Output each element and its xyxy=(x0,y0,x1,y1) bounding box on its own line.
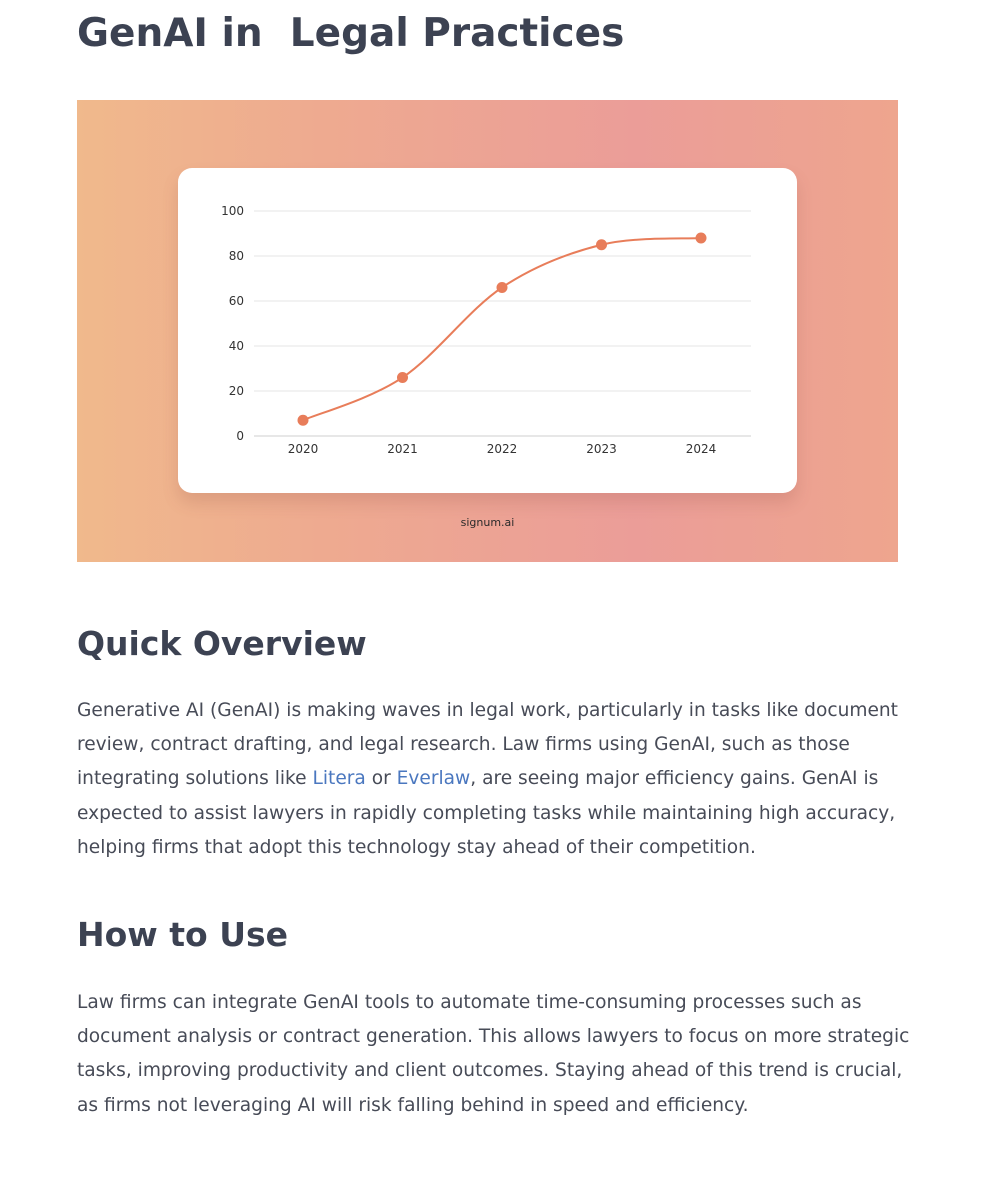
y-tick-label-80: 80 xyxy=(228,249,244,263)
hero-banner xyxy=(77,100,898,562)
chart-card xyxy=(178,168,797,493)
y-tick-label-0: 0 xyxy=(236,429,244,443)
quick-overview-paragraph xyxy=(77,694,917,865)
data-point-2020 xyxy=(298,415,309,426)
page-title: GenAI in Legal Practices xyxy=(77,11,625,56)
x-tick-label-2020: 2020 xyxy=(287,442,319,456)
series-line xyxy=(303,238,701,420)
x-tick-label-2024: 2024 xyxy=(685,442,717,456)
data-point-2022 xyxy=(497,282,508,293)
everlaw-link[interactable]: Everlaw xyxy=(396,768,471,790)
data-point-2024 xyxy=(696,233,707,244)
quick-overview-heading: Quick Overview xyxy=(77,624,367,663)
y-tick-label-60: 60 xyxy=(228,294,244,308)
how-to-use-heading: How to Use xyxy=(77,915,289,954)
adoption-line-chart xyxy=(178,168,797,493)
litera-link[interactable]: Litera xyxy=(312,768,366,790)
how-to-use-paragraph: Law firms can integrate GenAI tools to automate time-consuming processes such as document analysis or contract generation. This allows lawyers to focus on more strategic tasks, improving productivity and client outcomes. Staying ahead of this trend is crucial, as firms not leveraging AI will risk falling behind in speed and efficiency. xyxy=(77,992,910,1116)
data-point-2021 xyxy=(397,372,408,383)
x-tick-label-2023: 2023 xyxy=(586,442,617,456)
x-tick-label-2022: 2022 xyxy=(486,442,518,456)
y-tick-label-20: 20 xyxy=(228,384,244,398)
x-tick-label-2021: 2021 xyxy=(387,442,418,456)
overview-text-3: , are seeing major efficiency gains. GenAI is expected to assist lawyers in rapidly completing tasks while maintaining high accuracy, helping firms that adopt this technology stay ahead of their competition. xyxy=(77,768,896,858)
overview-text-1: Generative AI (GenAI) is making waves in legal work, particularly in tasks like document review, contract drafting, and legal research. Law firms using GenAI, such as those integrating solutions like xyxy=(77,700,898,790)
hero-credit: signum.ai xyxy=(460,516,515,529)
overview-text-2: or xyxy=(365,768,397,790)
y-tick-label-40: 40 xyxy=(228,339,244,353)
y-tick-label-100: 100 xyxy=(221,204,244,218)
data-point-2023 xyxy=(596,239,607,250)
